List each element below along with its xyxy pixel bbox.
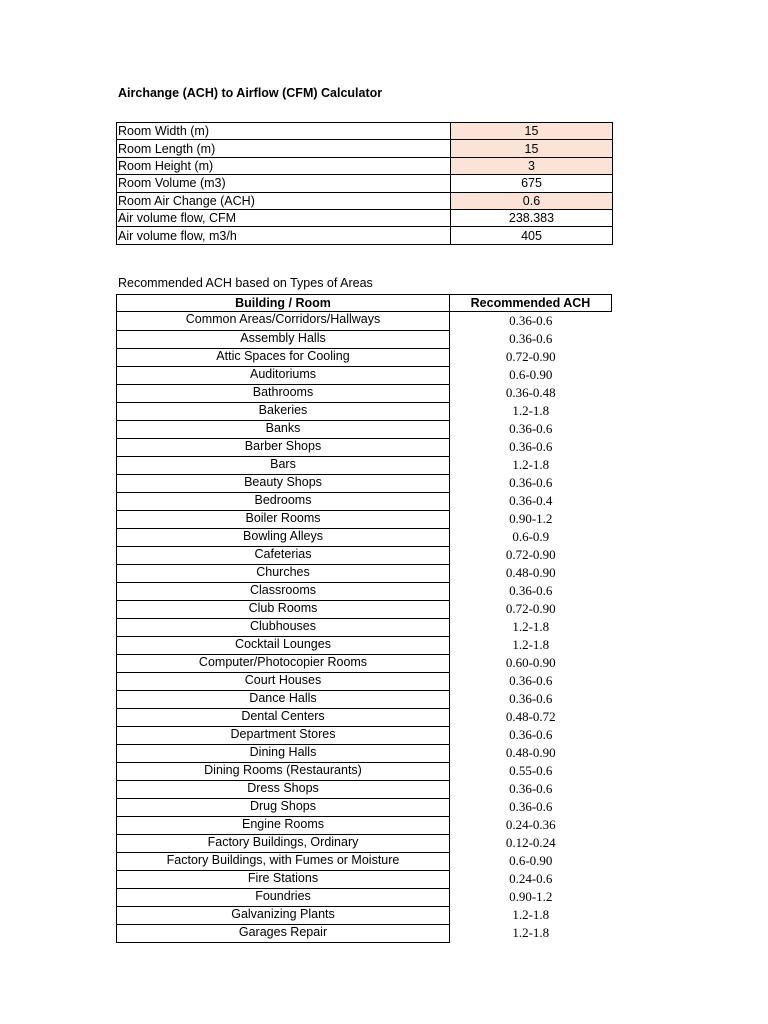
recommended-ach-cell: 0.48-0.90 bbox=[505, 745, 556, 761]
header-building-room: Building / Room bbox=[117, 295, 450, 312]
calculator-row bbox=[117, 192, 613, 209]
calculator-row bbox=[117, 140, 613, 157]
calculator-input-cell[interactable]: 3 bbox=[451, 157, 613, 174]
recommended-ach-cell: 0.6-0.90 bbox=[509, 853, 553, 869]
building-room-cell: Bars bbox=[117, 456, 450, 474]
table-row bbox=[117, 654, 612, 672]
calculator-row bbox=[117, 209, 613, 226]
calculator-label: Room Volume (m3) bbox=[117, 175, 451, 192]
recommended-ach-cell: 0.36-0.6 bbox=[509, 727, 553, 743]
calculator-label: Room Width (m) bbox=[117, 123, 451, 140]
building-room-cell: Garages Repair bbox=[117, 924, 450, 942]
recommended-ach-cell: 0.36-0.6 bbox=[509, 583, 553, 599]
table-row bbox=[117, 924, 612, 942]
table-row bbox=[117, 762, 612, 780]
calculator-input-cell[interactable]: 15 bbox=[451, 140, 613, 157]
building-room-cell: Engine Rooms bbox=[117, 816, 450, 834]
table-row bbox=[117, 312, 612, 331]
building-room-cell: Dance Halls bbox=[117, 690, 450, 708]
table-row bbox=[117, 384, 612, 402]
table-row bbox=[117, 366, 612, 384]
building-room-cell: Foundries bbox=[117, 888, 450, 906]
building-room-cell: Cafeterias bbox=[117, 546, 450, 564]
building-room-cell: Department Stores bbox=[117, 726, 450, 744]
recommended-ach-cell: 0.36-0.6 bbox=[509, 439, 553, 455]
table-row bbox=[117, 870, 612, 888]
table-row bbox=[117, 888, 612, 906]
calculator-result-cell: 405 bbox=[451, 227, 613, 244]
building-room-cell: Computer/Photocopier Rooms bbox=[117, 654, 450, 672]
recommended-ach-cell: 0.90-1.2 bbox=[509, 889, 553, 905]
building-room-cell: Fire Stations bbox=[117, 870, 450, 888]
recommended-ach-cell: 0.24-0.36 bbox=[505, 817, 556, 833]
building-room-cell: Attic Spaces for Cooling bbox=[117, 348, 450, 366]
building-room-cell: Assembly Halls bbox=[117, 330, 450, 348]
building-room-cell: Common Areas/Corridors/Hallways bbox=[117, 312, 450, 331]
calculator-row bbox=[117, 175, 613, 192]
building-room-cell: Dental Centers bbox=[117, 708, 450, 726]
building-room-cell: Churches bbox=[117, 564, 450, 582]
calculator-row bbox=[117, 227, 613, 244]
building-room-cell: Bakeries bbox=[117, 402, 450, 420]
calculator-result-cell: 238.383 bbox=[451, 209, 613, 226]
building-room-cell: Bathrooms bbox=[117, 384, 450, 402]
building-room-cell: Classrooms bbox=[117, 582, 450, 600]
calculator-input-cell[interactable]: 15 bbox=[451, 123, 613, 140]
recommended-ach-cell: 0.36-0.48 bbox=[505, 385, 556, 401]
building-room-cell: Drug Shops bbox=[117, 798, 450, 816]
building-room-cell: Dining Halls bbox=[117, 744, 450, 762]
table-row bbox=[117, 798, 612, 816]
recommended-ach-cell: 1.2-1.8 bbox=[512, 637, 550, 653]
recommended-ach-cell: 1.2-1.8 bbox=[512, 925, 550, 941]
building-room-cell: Factory Buildings, Ordinary bbox=[117, 834, 450, 852]
recommended-ach-cell: 1.2-1.8 bbox=[512, 403, 550, 419]
table-row bbox=[117, 618, 612, 636]
recommended-ach-cell: 0.36-0.6 bbox=[509, 313, 553, 329]
building-room-cell: Factory Buildings, with Fumes or Moisture bbox=[117, 852, 450, 870]
building-room-cell: Galvanizing Plants bbox=[117, 906, 450, 924]
building-room-cell: Auditoriums bbox=[117, 366, 450, 384]
calculator-row bbox=[117, 157, 613, 174]
table-row bbox=[117, 402, 612, 420]
table-row bbox=[117, 438, 612, 456]
building-room-cell: Dining Rooms (Restaurants) bbox=[117, 762, 450, 780]
calculator-row bbox=[117, 123, 613, 140]
recommended-ach-cell: 0.72-0.90 bbox=[505, 547, 556, 563]
building-room-cell: Club Rooms bbox=[117, 600, 450, 618]
recommended-ach-cell: 0.48-0.90 bbox=[505, 565, 556, 581]
recommended-ach-cell: 0.36-0.6 bbox=[509, 475, 553, 491]
table-row bbox=[117, 330, 612, 348]
table-row bbox=[117, 474, 612, 492]
table-row bbox=[117, 348, 612, 366]
table-row bbox=[117, 726, 612, 744]
table-row bbox=[117, 600, 612, 618]
table-row bbox=[117, 780, 612, 798]
table-row bbox=[117, 564, 612, 582]
table-row bbox=[117, 906, 612, 924]
recommended-ach-cell: 0.36-0.6 bbox=[509, 673, 553, 689]
table-row bbox=[117, 690, 612, 708]
recommended-ach-cell: 0.72-0.90 bbox=[505, 601, 556, 617]
table-row bbox=[117, 420, 612, 438]
recommended-ach-cell: 0.90-1.2 bbox=[509, 511, 553, 527]
building-room-cell: Boiler Rooms bbox=[117, 510, 450, 528]
building-room-cell: Dress Shops bbox=[117, 780, 450, 798]
recommended-ach-cell: 0.48-0.72 bbox=[505, 709, 556, 725]
recommended-ach-cell: 0.24-0.6 bbox=[509, 871, 553, 887]
recommended-ach-cell: 0.36-0.6 bbox=[509, 799, 553, 815]
recommended-ach-cell: 0.55-0.6 bbox=[509, 763, 553, 779]
recommended-ach-cell: 1.2-1.8 bbox=[512, 619, 550, 635]
building-room-cell: Beauty Shops bbox=[117, 474, 450, 492]
calculator-input-cell[interactable]: 0.6 bbox=[451, 192, 613, 209]
table-row bbox=[117, 744, 612, 762]
calculator-label: Room Height (m) bbox=[117, 157, 451, 174]
building-room-cell: Cocktail Lounges bbox=[117, 636, 450, 654]
recommended-ach-cell: 1.2-1.8 bbox=[512, 457, 550, 473]
recommended-ach-cell: 0.6-0.9 bbox=[512, 529, 550, 545]
calculator-result-cell: 675 bbox=[451, 175, 613, 192]
recommended-ach-cell: 0.6-0.90 bbox=[509, 367, 553, 383]
calculator-title: Airchange (ACH) to Airflow (CFM) Calculator bbox=[118, 86, 383, 100]
recommended-ach-cell: 0.72-0.90 bbox=[505, 349, 556, 365]
recommended-ach-cell: 0.36-0.6 bbox=[509, 331, 553, 347]
table-row bbox=[117, 852, 612, 870]
recommended-ach-cell: 0.36-0.6 bbox=[509, 781, 553, 797]
table-row bbox=[117, 672, 612, 690]
building-room-cell: Banks bbox=[117, 420, 450, 438]
recommended-ach-cell: 0.36-0.4 bbox=[509, 493, 553, 509]
building-room-cell: Court Houses bbox=[117, 672, 450, 690]
table-row bbox=[117, 636, 612, 654]
recommended-ach-cell: 0.36-0.6 bbox=[509, 691, 553, 707]
recommended-ach-cell: 0.60-0.90 bbox=[505, 655, 556, 671]
building-room-cell: Bowling Alleys bbox=[117, 528, 450, 546]
table-row bbox=[117, 492, 612, 510]
table-row bbox=[117, 456, 612, 474]
table-row bbox=[117, 834, 612, 852]
table-row bbox=[117, 582, 612, 600]
calculator-label: Room Length (m) bbox=[117, 140, 451, 157]
calculator-label: Air volume flow, CFM bbox=[117, 209, 451, 226]
table-row bbox=[117, 510, 612, 528]
table-row bbox=[117, 546, 612, 564]
table-row bbox=[117, 816, 612, 834]
building-room-cell: Bedrooms bbox=[117, 492, 450, 510]
table-row bbox=[117, 528, 612, 546]
building-room-cell: Clubhouses bbox=[117, 618, 450, 636]
recommended-ach-cell: 0.12-0.24 bbox=[505, 835, 556, 851]
header-recommended-ach: Recommended ACH bbox=[450, 295, 612, 312]
calculator-label: Air volume flow, m3/h bbox=[117, 227, 451, 244]
calculator-label: Room Air Change (ACH) bbox=[117, 192, 451, 209]
recommended-caption: Recommended ACH based on Types of Areas bbox=[118, 276, 373, 290]
recommended-ach-table bbox=[116, 294, 612, 943]
recommended-ach-cell: 0.36-0.6 bbox=[509, 421, 553, 437]
recommended-ach-cell: 1.2-1.8 bbox=[512, 907, 550, 923]
building-room-cell: Barber Shops bbox=[117, 438, 450, 456]
table-header-row bbox=[117, 295, 612, 312]
table-row bbox=[117, 708, 612, 726]
calculator-table bbox=[116, 122, 613, 245]
